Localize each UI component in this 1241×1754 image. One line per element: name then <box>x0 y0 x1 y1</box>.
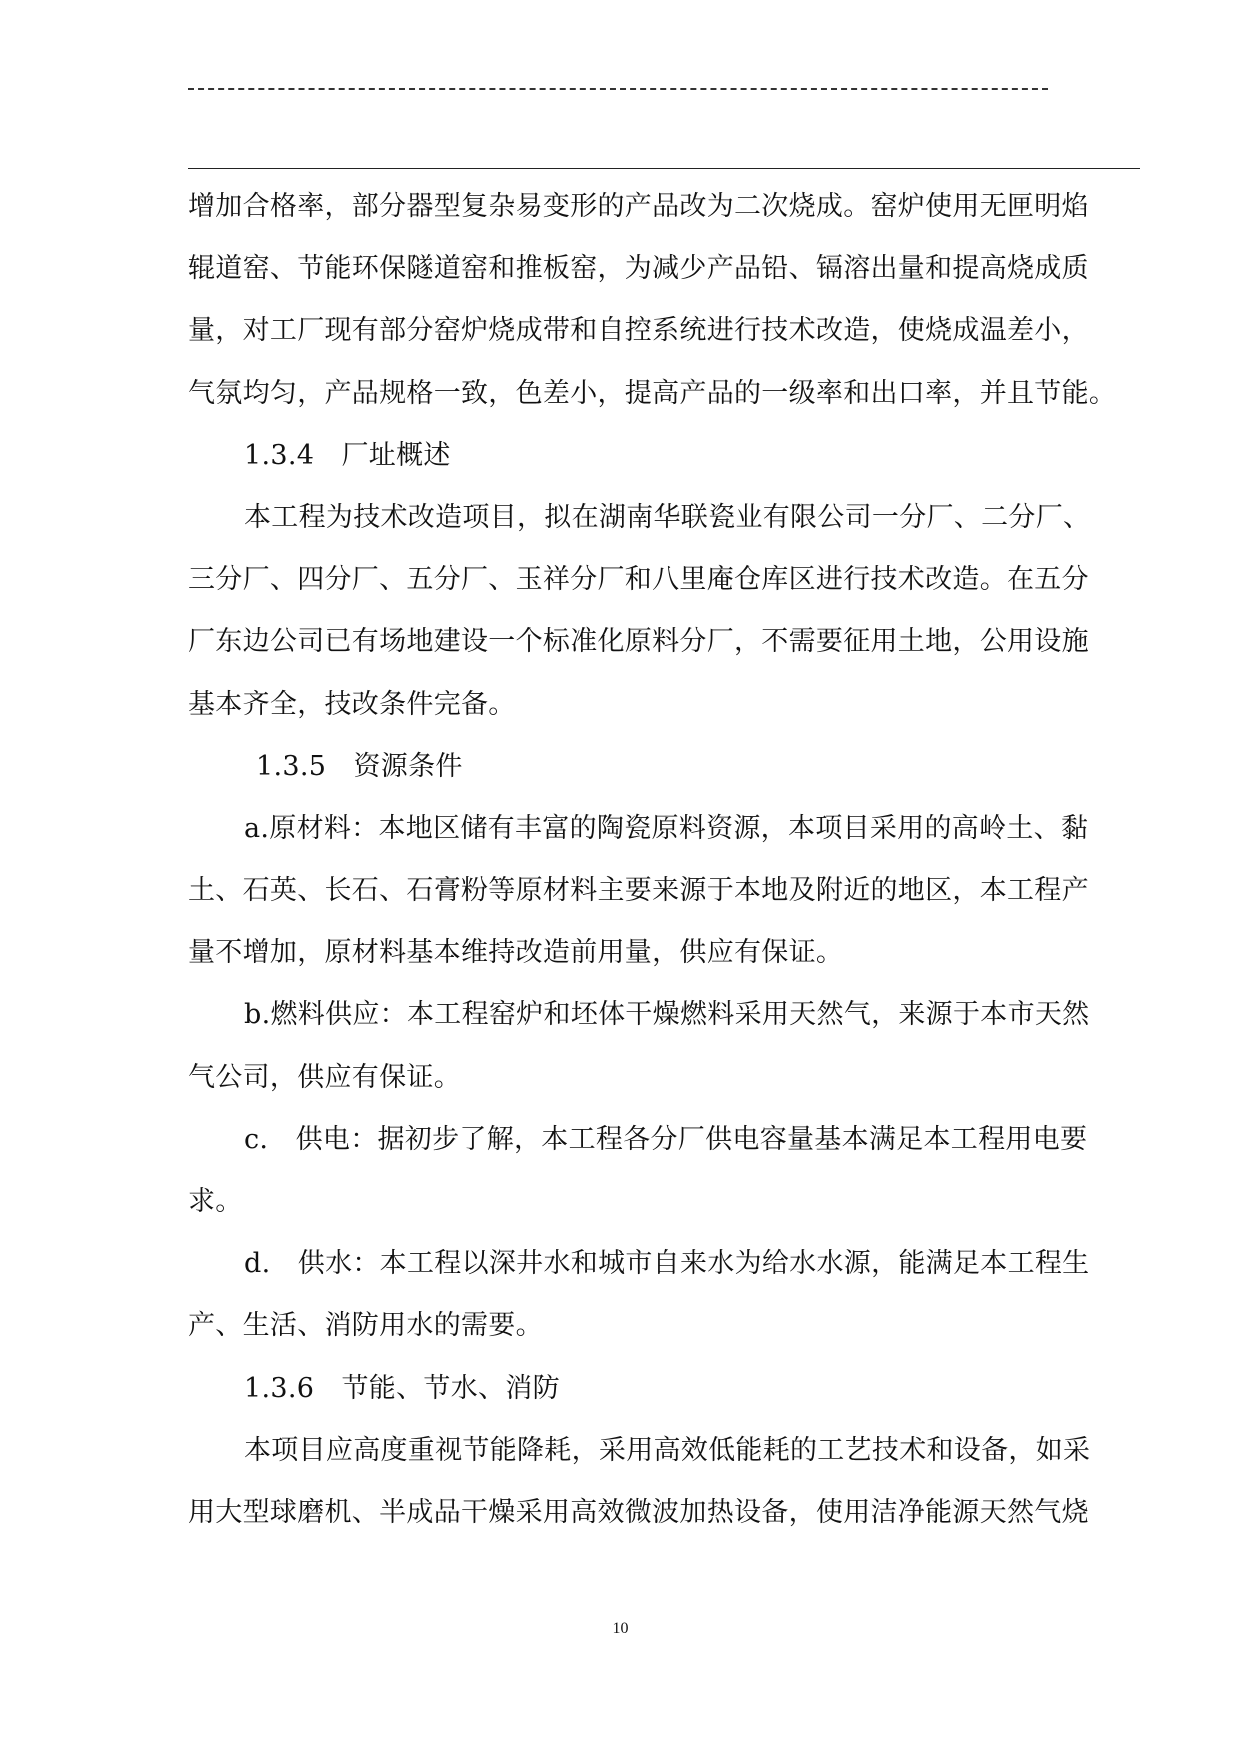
paragraph-line: 厂东边公司已有场地建设一个标准化原料分厂，不需要征用土地，公用设施 <box>188 626 1089 658</box>
document-body <box>188 176 1146 1544</box>
paragraph-line: 增加合格率，部分器型复杂易变形的产品改为二次烧成。窑炉使用无匣明焰 <box>188 191 1089 222</box>
paragraph-line: 产、生活、消防用水的需要。 <box>188 1310 543 1342</box>
paragraph-line: a.原材料：本地区储有丰富的陶瓷原料资源，本项目采用的高岭土、黏 <box>244 812 1089 844</box>
paragraph-line: b.燃料供应：本工程窑炉和坯体干燥燃料采用天然气，来源于本市天然 <box>244 999 1090 1031</box>
paragraph-line: 辊道窑、节能环保隧道窑和推板窑，为减少产品铅、镉溶出量和提高烧成质 <box>188 253 1089 285</box>
paragraph-line: 基本齐全，技改条件完备。 <box>188 688 516 720</box>
section-heading-1-3-6: 1.3.6 节能、节水、消防 <box>244 1372 560 1404</box>
paragraph-line: c. 供电：据初步了解，本工程各分厂供电容量基本满足本工程用电要 <box>244 1123 1088 1155</box>
section-heading-1-3-5: 1.3.5 资源条件 <box>256 750 463 782</box>
paragraph-line: 量不增加，原材料基本维持改造前用量，供应有保证。 <box>188 937 844 969</box>
paragraph-line: 本工程为技术改造项目，拟在湖南华联瓷业有限公司一分厂、二分厂、 <box>244 501 1091 533</box>
paragraph-line: 气公司，供应有保证。 <box>188 1061 461 1093</box>
paragraph-line: 三分厂、四分厂、五分厂、玉祥分厂和八里庵仓库区进行技术改造。在五分 <box>188 564 1089 596</box>
top-rule <box>188 168 1140 169</box>
paragraph-line: 求。 <box>188 1186 243 1217</box>
paragraph-line: d. 供水：本工程以深井水和城市自来水为给水水源，能满足本工程生 <box>244 1248 1090 1280</box>
paragraph-line: 本项目应高度重视节能降耗，采用高效低能耗的工艺技术和设备，如采 <box>244 1434 1091 1466</box>
section-heading-1-3-4: 1.3.4 厂址概述 <box>244 439 451 471</box>
page-number: 10 <box>612 1620 629 1637</box>
paragraph-line: 土、石英、长石、石膏粉等原材料主要来源于本地及附近的地区，本工程产 <box>188 875 1089 907</box>
paragraph-line: 气氛均匀，产品规格一致，色差小，提高产品的一级率和出口率，并且节能。 <box>188 377 1117 409</box>
header-rule <box>188 88 1048 90</box>
paragraph-line: 用大型球磨机、半成品干燥采用高效微波加热设备，使用洁净能源天然气烧 <box>188 1496 1089 1528</box>
paragraph-line: 量，对工厂现有部分窑炉烧成带和自控系统进行技术改造，使烧成温差小， <box>188 315 1089 347</box>
